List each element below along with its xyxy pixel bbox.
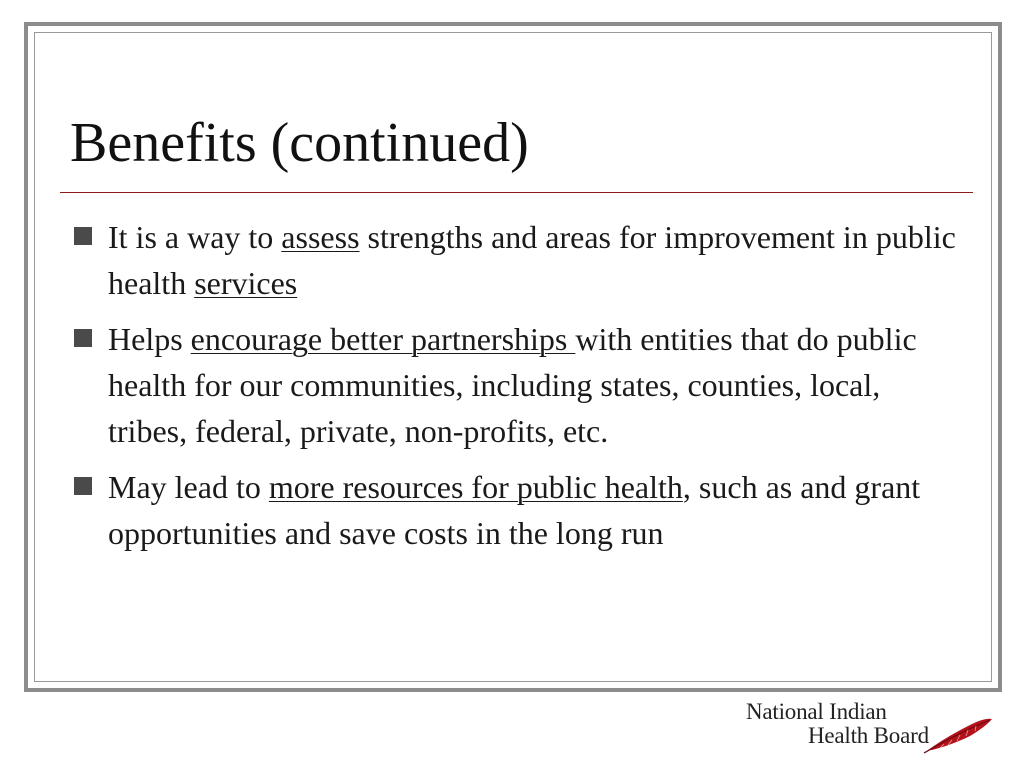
bullet-text-segment: It is a way to: [108, 219, 282, 255]
square-bullet-icon: [74, 227, 92, 245]
bullet-text-segment: May lead to: [108, 469, 269, 505]
slide-title: Benefits (continued): [70, 112, 529, 174]
logo-text-line2: Health Board: [808, 723, 929, 748]
feather-icon: [922, 714, 994, 754]
bullet-text-segment: Helps: [108, 321, 191, 357]
bullet-text-segment: , such as and grant opportunities and save costs in the long run: [108, 469, 921, 551]
bullet-underlined-segment: more resources for public health: [268, 469, 683, 505]
square-bullet-icon: [74, 477, 92, 495]
bullet-underlined-segment: services: [194, 265, 298, 301]
square-bullet-icon: [74, 329, 92, 347]
bullet-text-segment: strengths and areas for improvement in public health: [108, 219, 956, 301]
bullet-underlined-segment: encourage better partnerships: [190, 321, 576, 357]
logo-text-line1: National Indian: [746, 699, 887, 724]
bullet-item: [72, 464, 967, 556]
bullet-text-segment: with entities that do public health for our communities, including states, counties, local, tribes, federal, private, non-profits, etc.: [108, 321, 917, 449]
bullet-item: [72, 214, 967, 306]
bullet-underlined-segment: assess: [281, 219, 360, 255]
national-indian-health-board-logo: [742, 696, 1002, 758]
title-divider: [60, 192, 973, 193]
bullet-list: [72, 214, 967, 566]
bullet-item: [72, 316, 967, 454]
